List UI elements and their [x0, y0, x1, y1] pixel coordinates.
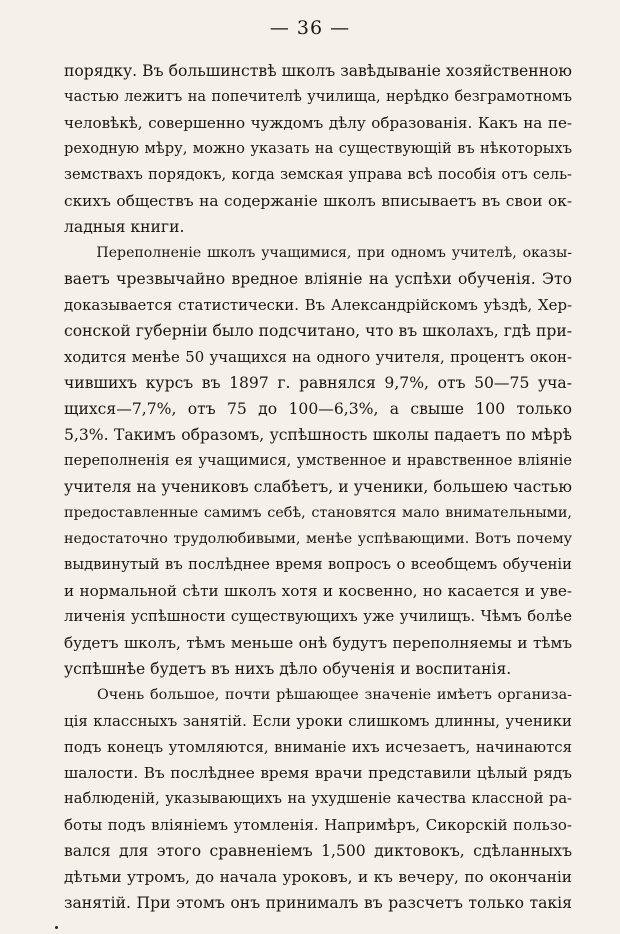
text-line: ладныя книги. [64, 218, 185, 236]
text-line: порядку. Въ большинствѣ школъ завѣдываніе хозяйственною [64, 62, 572, 80]
text-line: выдвинутый въ послѣднее время вопросъ о всеобщемъ обученіи [64, 556, 572, 573]
text-line: ходится менѣе 50 учащихся на одного учителя, процентъ окон- [64, 348, 572, 366]
page-number: — 36 — [269, 17, 351, 39]
text-line: успѣшнѣе будетъ въ нихъ дѣло обученія и воспитанія. [64, 660, 512, 678]
text-line: чившихъ курсъ въ 1897 г. равнялся 9,7%, отъ 50—75 уча- [64, 374, 572, 392]
paragraph [64, 682, 572, 916]
paragraph [64, 58, 572, 240]
text-line: недостаточно трудолюбивыми, менѣе успѣвающими. Вотъ почему [64, 531, 572, 547]
text-line: земствахъ порядокъ, когда земская управа всѣ пособія отъ сель- [64, 166, 572, 183]
text-line: подъ конецъ утомляются, вниманіе ихъ исчезаетъ, начинаются [64, 738, 572, 756]
text-line: скихъ обществъ на содержаніе школъ вписываетъ въ свои ок- [64, 192, 572, 210]
text-line: будетъ школъ, тѣмъ меньше онѣ будутъ переполняемы и тѣмъ [64, 634, 572, 652]
text-line: вался для этого сравненіемъ 1,500 диктовокъ, сдѣланныхъ [64, 842, 572, 860]
text-line: частью лежитъ на попечителѣ училища, нерѣдко безграмотномъ [64, 89, 572, 105]
text-line: человѣкѣ, совершенно чуждомъ дѣлу образованія. Какъ на пе- [64, 114, 572, 132]
body-text [64, 58, 572, 916]
text-line: шалости. Въ послѣднее время врачи представили цѣлый рядъ [64, 764, 572, 782]
text-line: наблюденій, указывающихъ на ухудшеніе качества классной ра- [64, 790, 572, 807]
text-line: личенія успѣшности существующихъ уже училищъ. Чѣмъ болѣе [64, 608, 572, 625]
text-line: реходную мѣру, можно указать на существующій въ нѣкоторыхъ [64, 140, 572, 157]
text-line: занятій. При этомъ онъ принималъ въ разсчетъ только такія [64, 894, 572, 912]
text-line: Переполненіе школъ учащимися, при одномъ учителѣ, оказы- [96, 245, 572, 261]
text-line: дѣтьми утромъ, до начала уроковъ, и къ вечеру, по окончаніи [64, 868, 572, 886]
text-line: щихся—7,7%, отъ 75 до 100—6,3%, а свыше 100 только [64, 400, 572, 418]
text-line: боты подъ вліяніемъ утомленія. Напримѣръ, Сикорскій пользо- [64, 816, 572, 834]
text-line: ваетъ чрезвычайно вредное вліяніе на успѣхи обученія. Это [64, 270, 572, 288]
text-line: Очень большое, почти рѣшающее значеніе имѣетъ организа- [97, 687, 572, 703]
paragraph [64, 240, 572, 682]
ink-speck [55, 926, 58, 929]
text-line: учителя на учениковъ слабѣетъ, и ученики, большею частью [64, 478, 572, 496]
text-line: сонской губерніи было подсчитано, что въ школахъ, гдѣ при- [64, 322, 572, 340]
text-line: и нормальной сѣти школъ хотя и косвенно, но касается и уве- [64, 582, 572, 600]
text-line: ція классныхъ занятій. Если уроки слишкомъ длинны, ученики [64, 712, 572, 730]
text-line: 5,3%. Такимъ образомъ, успѣшность школы падаетъ по мѣрѣ [64, 426, 572, 444]
text-line: предоставленные самимъ себѣ, становятся мало внимательными, [64, 505, 572, 521]
text-line: доказывается статистически. Въ Александрійскомъ уѣздѣ, Хер- [64, 296, 572, 314]
text-line: переполненія ея учащимися, умственное и нравственное вліяніе [64, 453, 572, 469]
